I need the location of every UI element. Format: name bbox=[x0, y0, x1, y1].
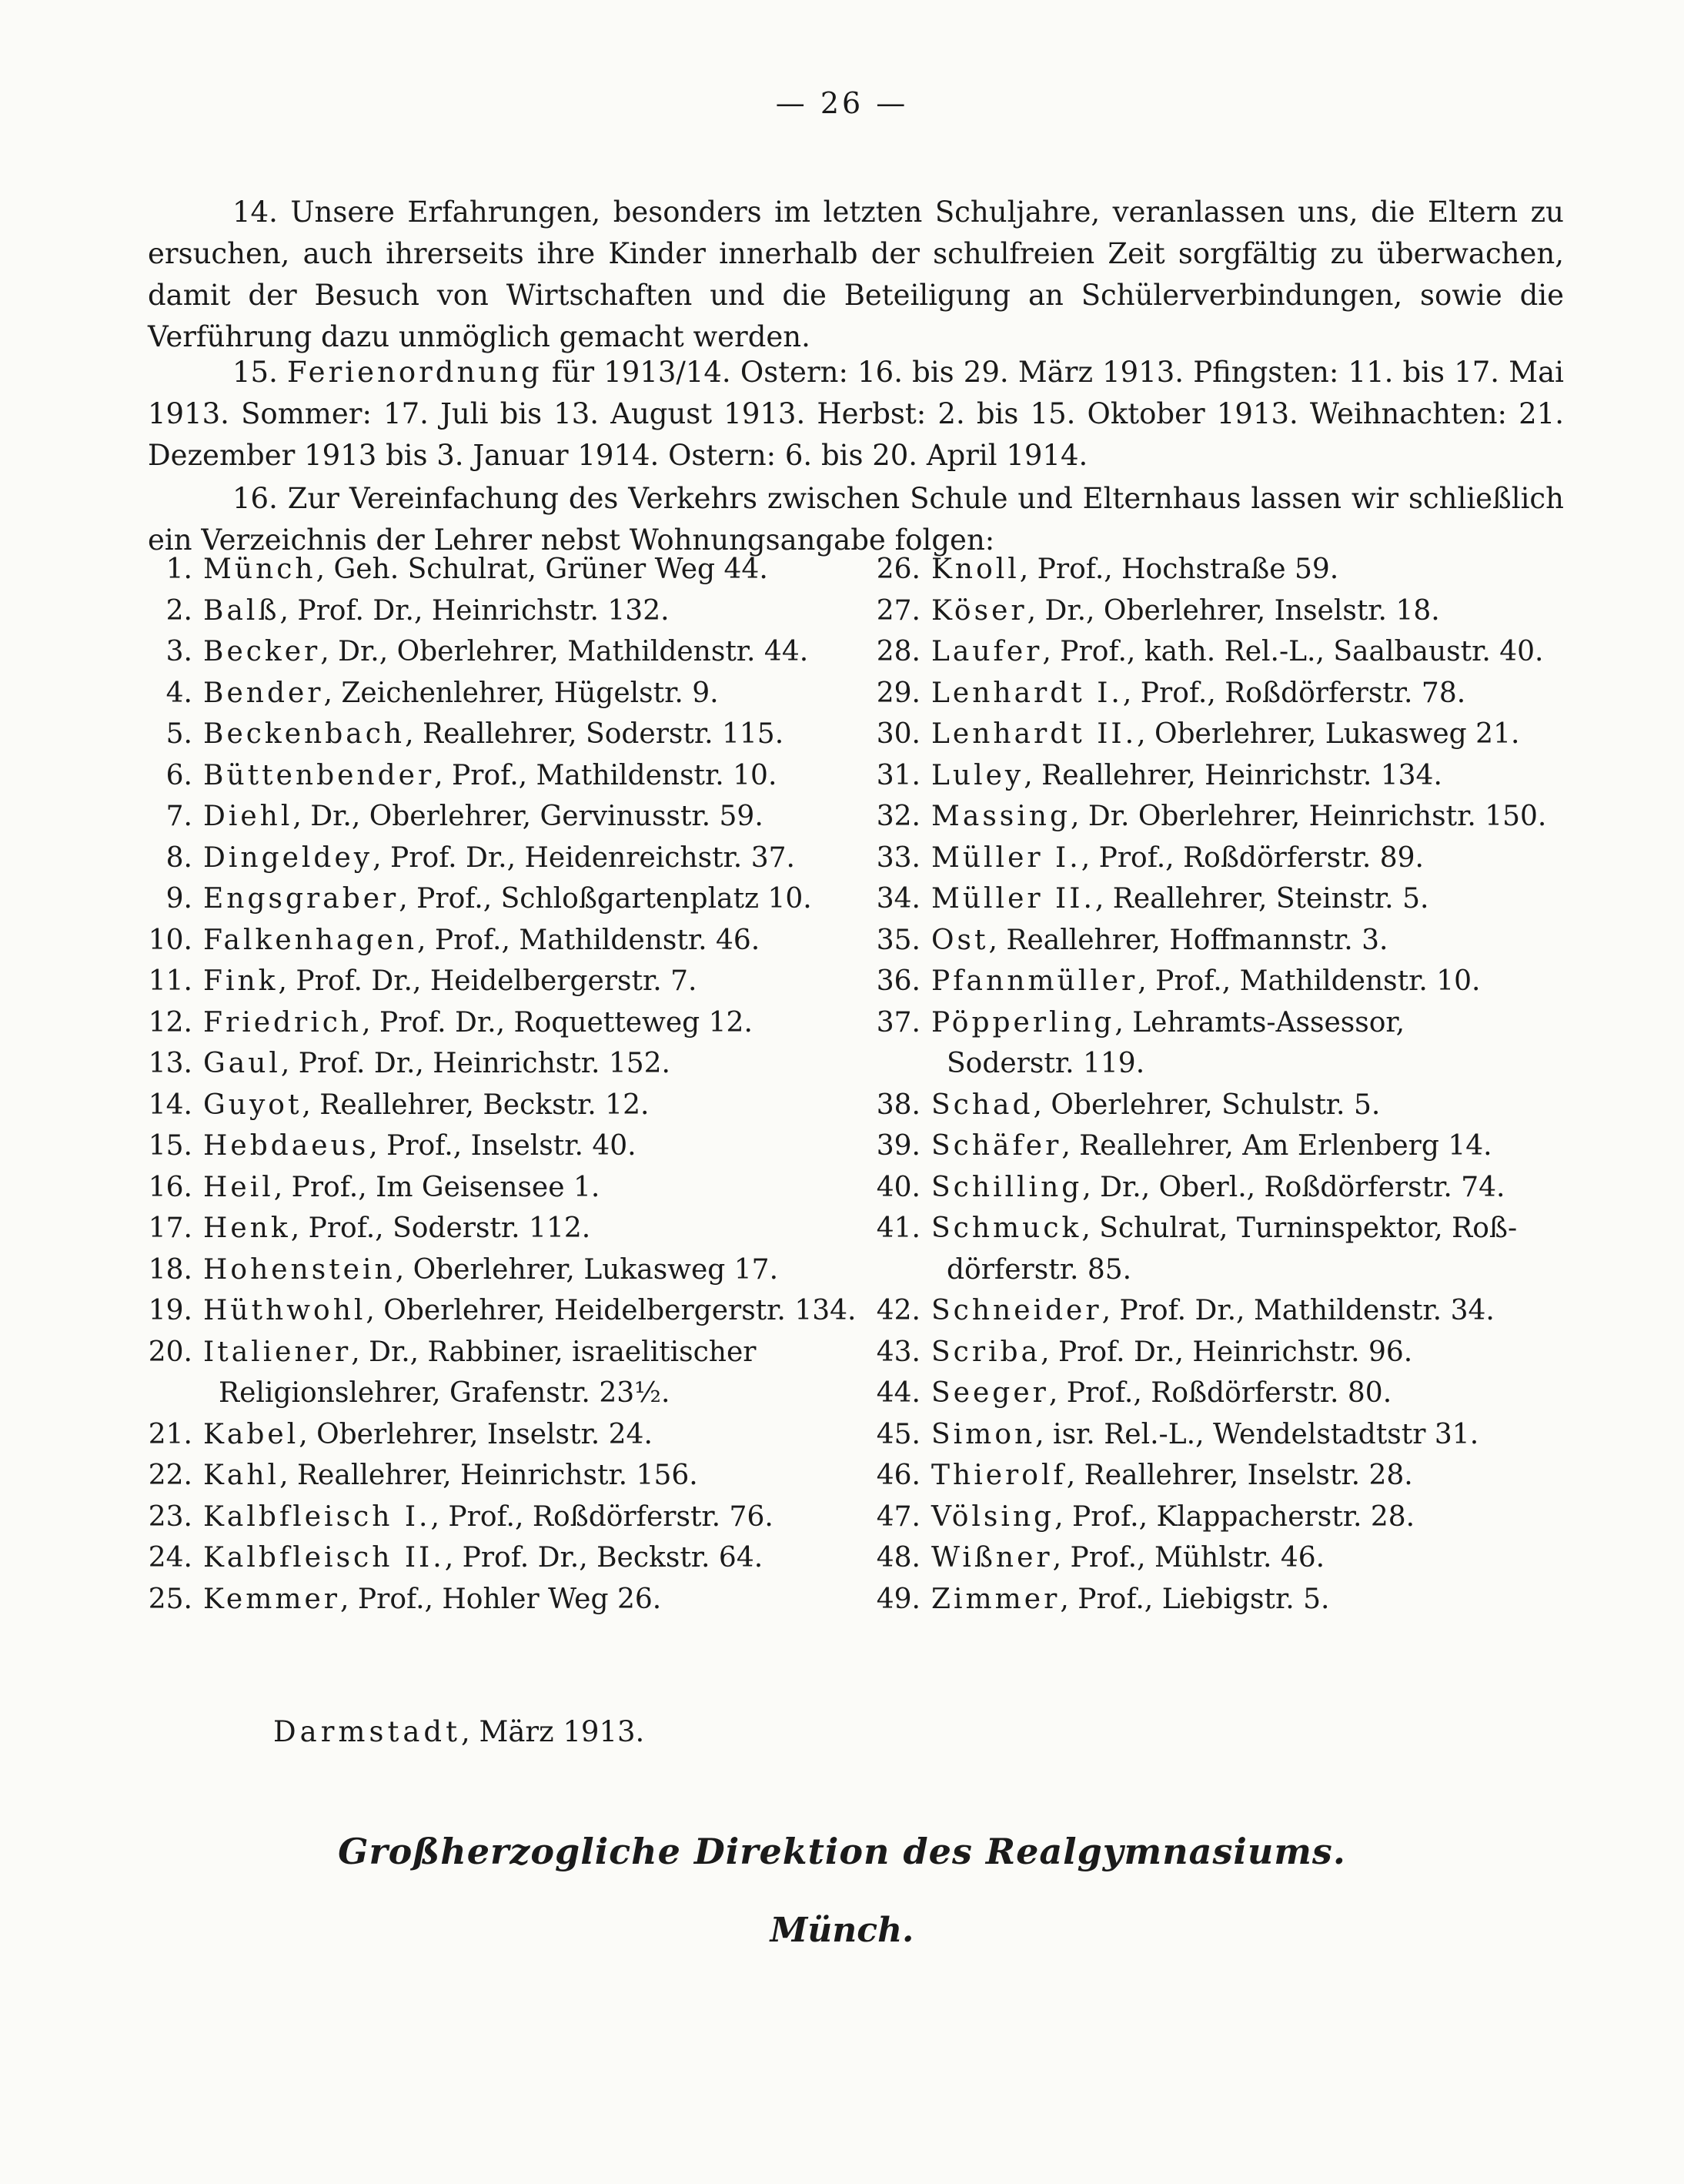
teacher-details-continued: Soderstr. 119. bbox=[947, 1048, 1145, 1079]
teacher-entry bbox=[148, 590, 856, 632]
teacher-entry bbox=[148, 714, 856, 755]
teacher-name: Engsgraber bbox=[203, 883, 399, 915]
teacher-name: Hebdaeus bbox=[203, 1130, 369, 1162]
teacher-name: Falkenhagen bbox=[203, 924, 417, 956]
teacher-name: Laufer bbox=[931, 636, 1043, 667]
entry-number: 18. bbox=[148, 1253, 192, 1286]
entry-number: 40. bbox=[876, 1171, 921, 1203]
entry-number: 49. bbox=[876, 1583, 921, 1615]
teacher-details: , Prof., Mathildenstr. 10. bbox=[1138, 965, 1481, 997]
entry-number: 48. bbox=[876, 1542, 921, 1574]
teacher-name: Massing bbox=[931, 801, 1071, 832]
entry-number: 43. bbox=[876, 1336, 921, 1368]
teacher-name: Kemmer bbox=[203, 1583, 341, 1615]
teacher-entry bbox=[876, 549, 1584, 590]
teacher-details: , Reallehrer, Hoffmannstr. 3. bbox=[988, 924, 1388, 956]
teacher-name: Thierolf bbox=[931, 1460, 1067, 1491]
entry-number: 19. bbox=[148, 1295, 192, 1326]
teacher-entry bbox=[148, 1125, 856, 1167]
entry-number: 25. bbox=[148, 1583, 192, 1615]
teacher-name: Schäfer bbox=[931, 1130, 1062, 1162]
teacher-details: , Reallehrer, Heinrichstr. 134. bbox=[1024, 759, 1442, 791]
teacher-details: , Prof., Mathildenstr. 10. bbox=[434, 759, 777, 791]
teacher-name: Kalbfleisch I. bbox=[203, 1500, 431, 1533]
entry-number: 39. bbox=[876, 1130, 921, 1162]
teacher-entry bbox=[876, 961, 1584, 1002]
teacher-details: , Oberlehrer, Schulstr. 5. bbox=[1033, 1089, 1381, 1121]
teacher-entry bbox=[876, 1373, 1584, 1414]
entry-number: 30. bbox=[876, 718, 921, 750]
entry-number: 10. bbox=[148, 924, 192, 956]
teacher-entry bbox=[148, 1208, 856, 1249]
teacher-details: , Prof. Dr., Mathildenstr. 34. bbox=[1101, 1295, 1495, 1326]
direction-title: Großherzogliche Direktion des Realgymnasiums. bbox=[338, 1831, 1346, 1872]
teacher-name: Kahl bbox=[203, 1460, 280, 1491]
teacher-name: Heil bbox=[203, 1171, 274, 1203]
teacher-details: , Dr., Oberlehrer, Inselstr. 18. bbox=[1027, 594, 1440, 627]
teacher-name: Italiener bbox=[203, 1336, 352, 1368]
teacher-details: , Prof., Im Geisensee 1. bbox=[273, 1171, 600, 1203]
teacher-details: , Prof., Hohler Weg 26. bbox=[340, 1583, 662, 1615]
teacher-name: Schmuck bbox=[931, 1212, 1082, 1244]
entry-number: 27. bbox=[876, 594, 921, 627]
entry-number: 33. bbox=[876, 841, 921, 874]
teacher-details: , Prof., Inselstr. 40. bbox=[369, 1130, 637, 1162]
teacher-details: , Reallehrer, Soderstr. 115. bbox=[405, 718, 784, 750]
teacher-name: Hohenstein bbox=[203, 1253, 396, 1286]
teacher-details: , Prof., Schloßgartenplatz 10. bbox=[399, 883, 812, 915]
entry-number: 4. bbox=[165, 677, 192, 709]
entry-number: 26. bbox=[876, 554, 921, 585]
teacher-details: , Prof., Mathildenstr. 46. bbox=[417, 924, 760, 956]
teacher-details: , Lehramts-Assessor, bbox=[1114, 1006, 1405, 1038]
entry-number: 23. bbox=[148, 1500, 192, 1533]
teacher-entry bbox=[148, 961, 856, 1002]
teacher-entry bbox=[148, 549, 856, 590]
teacher-entry bbox=[876, 714, 1584, 755]
teacher-entry bbox=[148, 1455, 856, 1497]
teacher-details: , Prof., Klappacherstr. 28. bbox=[1054, 1500, 1415, 1533]
teacher-entry bbox=[148, 920, 856, 962]
entry-number: 32. bbox=[876, 801, 921, 832]
entry-number: 15. bbox=[148, 1130, 192, 1162]
teacher-details: , Dr. Oberlehrer, Heinrichstr. 150. bbox=[1071, 801, 1547, 832]
entry-number: 6. bbox=[165, 759, 192, 791]
teacher-name: Wißner bbox=[931, 1542, 1053, 1574]
teacher-details: , Prof. Dr., Heidelbergerstr. 7. bbox=[278, 965, 697, 997]
teacher-details: , Prof., Liebigstr. 5. bbox=[1060, 1583, 1330, 1615]
teacher-entry bbox=[876, 1085, 1584, 1126]
teacher-details: , Prof. Dr., Heinrichstr. 96. bbox=[1041, 1336, 1413, 1368]
teacher-name: Knoll bbox=[931, 554, 1020, 585]
teacher-entry bbox=[148, 796, 856, 838]
entry-number: 28. bbox=[876, 636, 921, 667]
teacher-name: Hüthwohl bbox=[203, 1295, 366, 1326]
teacher-entry bbox=[876, 920, 1584, 962]
teacher-entry bbox=[876, 838, 1584, 879]
teacher-details: , Oberlehrer, Heidelbergerstr. 134. bbox=[366, 1295, 857, 1326]
teacher-entry bbox=[876, 1332, 1584, 1373]
teacher-list-left bbox=[148, 549, 856, 1620]
place: Darmstadt bbox=[273, 1715, 461, 1748]
teacher-details: , Prof. Dr., Heinrichstr. 132. bbox=[279, 594, 670, 627]
teacher-name: Schilling bbox=[931, 1171, 1083, 1203]
teacher-name: Lenhardt I. bbox=[931, 677, 1123, 709]
teacher-name: Seeger bbox=[931, 1377, 1049, 1409]
paragraph-number: 15. bbox=[232, 356, 278, 389]
paragraph-14 bbox=[148, 192, 1564, 358]
teacher-name: Kalbfleisch II. bbox=[203, 1542, 445, 1574]
teacher-name: Büttenbender bbox=[203, 759, 435, 791]
entry-number: 35. bbox=[876, 924, 921, 956]
teacher-details: , Zeichenlehrer, Hügelstr. 9. bbox=[323, 677, 719, 709]
entry-number: 14. bbox=[148, 1089, 192, 1121]
teacher-entry bbox=[148, 1497, 856, 1538]
teacher-name: Müller II. bbox=[931, 883, 1095, 915]
teacher-entry bbox=[876, 1002, 1584, 1085]
teacher-name: Münch bbox=[203, 554, 316, 585]
teacher-entry bbox=[876, 1455, 1584, 1497]
entry-number: 20. bbox=[148, 1336, 192, 1368]
teacher-details: , Prof., kath. Rel.-L., Saalbaustr. 40. bbox=[1042, 636, 1544, 667]
teacher-details: , Reallehrer, Inselstr. 28. bbox=[1066, 1460, 1413, 1491]
teacher-list-right bbox=[876, 549, 1584, 1620]
teacher-name: Bender bbox=[203, 677, 324, 709]
teacher-name: Schad bbox=[931, 1089, 1034, 1121]
teacher-name: Diehl bbox=[203, 801, 293, 832]
teacher-entry bbox=[148, 1332, 856, 1414]
entry-number: 47. bbox=[876, 1500, 921, 1533]
entry-number: 11. bbox=[148, 965, 192, 997]
entry-number: 13. bbox=[148, 1048, 192, 1079]
teacher-details: , Prof., Roßdörferstr. 76. bbox=[430, 1500, 774, 1533]
teacher-entry bbox=[148, 673, 856, 714]
teacher-details: , Prof. Dr., Beckstr. 64. bbox=[444, 1542, 763, 1574]
teacher-details: , Reallehrer, Heinrichstr. 156. bbox=[279, 1460, 698, 1491]
teacher-entry bbox=[148, 1167, 856, 1209]
teacher-name: Pfannmüller bbox=[931, 965, 1138, 997]
entry-number: 37. bbox=[876, 1006, 921, 1038]
teacher-details: , Prof. Dr., Roquetteweg 12. bbox=[362, 1006, 753, 1038]
teacher-entry bbox=[148, 1414, 856, 1456]
teacher-entry bbox=[876, 1167, 1584, 1209]
teacher-details: , Oberlehrer, Lukasweg 17. bbox=[395, 1253, 779, 1286]
paragraph-text: für 1913/14. Ostern: 16. bis 29. März 1913. Pfingsten: 11. bis 17. Mai 1913. Sommer: 17. Juli bis 13. August 1913. Herbst: 2. bis 15. Oktober 1913. Weihnachten: 21. Dezember 1913 bis 3. Januar 1914. Ostern: 6. bis 20. April 1914. bbox=[148, 356, 1565, 472]
paragraph-15 bbox=[148, 352, 1564, 477]
teacher-name: Friedrich bbox=[203, 1006, 363, 1038]
teacher-details: , Oberlehrer, Inselstr. 24. bbox=[299, 1418, 653, 1450]
teacher-details: , Prof., Roßdörferstr. 80. bbox=[1048, 1377, 1392, 1409]
teacher-entry bbox=[876, 1290, 1584, 1332]
teacher-name: Zimmer bbox=[931, 1583, 1061, 1615]
teacher-details: , Prof. Dr., Heinrichstr. 152. bbox=[280, 1048, 670, 1079]
entry-number: 31. bbox=[876, 759, 921, 791]
entry-number: 34. bbox=[876, 883, 921, 915]
teacher-name: Lenhardt II. bbox=[931, 718, 1138, 750]
teacher-entry bbox=[876, 1497, 1584, 1538]
teacher-name: Schneider bbox=[931, 1295, 1102, 1326]
teacher-entry bbox=[876, 1208, 1584, 1290]
teacher-entry bbox=[876, 1125, 1584, 1167]
entry-number: 46. bbox=[876, 1460, 921, 1491]
teacher-name: Scriba bbox=[931, 1336, 1041, 1368]
teacher-name: Beckenbach bbox=[203, 718, 406, 750]
entry-number: 16. bbox=[148, 1171, 192, 1203]
teacher-details: , Dr., Oberl., Roßdörferstr. 74. bbox=[1082, 1171, 1505, 1203]
entry-number: 3. bbox=[165, 636, 192, 667]
page-number: — 26 — bbox=[775, 86, 909, 120]
teacher-entry bbox=[148, 878, 856, 920]
teacher-name: Becker bbox=[203, 636, 321, 667]
teacher-name: Müller I. bbox=[931, 841, 1081, 874]
entry-number: 29. bbox=[876, 677, 921, 709]
entry-number: 5. bbox=[165, 718, 192, 750]
teacher-details: , Prof., Roßdörferstr. 89. bbox=[1081, 841, 1424, 874]
teacher-entry bbox=[148, 1002, 856, 1044]
place-date bbox=[273, 1715, 644, 1748]
teacher-details-continued: dörferstr. 85. bbox=[947, 1253, 1132, 1286]
paragraph-text: Zur Vereinfachung des Verkehrs zwischen Schule und Elternhaus lassen wir schließlich ein Verzeichnis der Lehrer nebst Wohnungsangabe folgen: bbox=[148, 482, 1564, 557]
teacher-entry bbox=[148, 1579, 856, 1620]
teacher-entry bbox=[876, 1537, 1584, 1579]
teacher-entry bbox=[148, 755, 856, 797]
teacher-name: Pöpperling bbox=[931, 1006, 1115, 1038]
teacher-name: Kabel bbox=[203, 1418, 299, 1450]
entry-number: 41. bbox=[876, 1212, 921, 1244]
teacher-details: , Dr., Rabbiner, israelitischer bbox=[351, 1336, 757, 1368]
teacher-entry bbox=[148, 838, 856, 879]
paragraph-number: 16. bbox=[232, 482, 278, 515]
entry-number: 38. bbox=[876, 1089, 921, 1121]
teacher-details: , Prof., Mühlstr. 46. bbox=[1052, 1542, 1325, 1574]
teacher-entry bbox=[148, 1537, 856, 1579]
paragraph-text: Unsere Erfahrungen, besonders im letzten Schuljahre, veranlassen uns, die Eltern zu ersuchen, auch ihrerseits ihre Kinder innerhalb der schulfreien Zeit sorgfältig zu überwachen, damit der Besuch von Wirtschaften und die Beteiligung an Schülerverbindungen, sowie die Verführung dazu unmöglich gemacht werden. bbox=[148, 196, 1564, 353]
teacher-entry bbox=[876, 590, 1584, 632]
entry-number: 45. bbox=[876, 1418, 921, 1450]
teacher-details: , Geh. Schulrat, Grüner Weg 44. bbox=[316, 554, 768, 585]
teacher-details: , Prof., Roßdörferstr. 78. bbox=[1122, 677, 1466, 709]
teacher-entry bbox=[876, 673, 1584, 714]
entry-number: 17. bbox=[148, 1212, 192, 1244]
teacher-name: Ost bbox=[931, 924, 989, 956]
entry-number: 9. bbox=[165, 883, 192, 915]
teacher-entry bbox=[148, 1043, 856, 1085]
teacher-entry bbox=[148, 1085, 856, 1126]
teacher-name: Völsing bbox=[931, 1500, 1055, 1533]
entry-number: 36. bbox=[876, 965, 921, 997]
teacher-details: , Dr., Oberlehrer, Mathildenstr. 44. bbox=[320, 636, 809, 667]
teacher-details: , isr. Rel.-L., Wendelstadtstr 31. bbox=[1035, 1418, 1479, 1450]
signature: Münch. bbox=[770, 1911, 914, 1950]
teacher-name: Guyot bbox=[203, 1089, 302, 1121]
teacher-name: Fink bbox=[203, 965, 279, 997]
date: , März 1913. bbox=[460, 1715, 645, 1748]
teacher-name: Henk bbox=[203, 1212, 291, 1244]
entry-number: 1. bbox=[165, 554, 192, 585]
teacher-entry bbox=[876, 878, 1584, 920]
teacher-name: Köser bbox=[931, 594, 1027, 627]
entry-number: 2. bbox=[165, 594, 192, 627]
entry-number: 22. bbox=[148, 1460, 192, 1491]
paragraph-heading: Ferienordnung bbox=[287, 356, 543, 389]
entry-number: 12. bbox=[148, 1006, 192, 1038]
teacher-entry bbox=[876, 796, 1584, 838]
teacher-entry bbox=[148, 631, 856, 673]
teacher-entry bbox=[876, 631, 1584, 673]
teacher-name: Gaul bbox=[203, 1048, 281, 1079]
teacher-entry bbox=[148, 1249, 856, 1291]
teacher-details-continued: Religionslehrer, Grafenstr. 23½. bbox=[219, 1377, 670, 1409]
teacher-name: Simon bbox=[931, 1418, 1036, 1450]
entry-number: 44. bbox=[876, 1377, 921, 1409]
teacher-details: , Oberlehrer, Lukasweg 21. bbox=[1137, 718, 1520, 750]
teacher-details: , Reallehrer, Beckstr. 12. bbox=[302, 1089, 650, 1121]
entry-number: 24. bbox=[148, 1542, 192, 1574]
teacher-entry bbox=[876, 755, 1584, 797]
teacher-name: Dingeldey bbox=[203, 841, 373, 874]
teacher-details: , Reallehrer, Steinstr. 5. bbox=[1094, 883, 1429, 915]
entry-number: 42. bbox=[876, 1295, 921, 1326]
teacher-details: , Schulrat, Turninspektor, Roß- bbox=[1081, 1212, 1518, 1244]
paragraph-number: 14. bbox=[232, 196, 278, 229]
teacher-details: , Dr., Oberlehrer, Gervinusstr. 59. bbox=[292, 801, 763, 832]
teacher-details: , Prof., Soderstr. 112. bbox=[290, 1212, 591, 1244]
teacher-entry bbox=[876, 1414, 1584, 1456]
teacher-details: , Prof. Dr., Heidenreichstr. 37. bbox=[373, 841, 795, 874]
teacher-name: Luley bbox=[931, 759, 1024, 791]
entry-number: 8. bbox=[165, 841, 192, 874]
teacher-entry bbox=[876, 1579, 1584, 1620]
entry-number: 7. bbox=[165, 801, 192, 832]
teacher-entry bbox=[148, 1290, 856, 1332]
teacher-details: , Reallehrer, Am Erlenberg 14. bbox=[1061, 1130, 1492, 1162]
teacher-name: Balß bbox=[203, 594, 280, 627]
teacher-details: , Prof., Hochstraße 59. bbox=[1019, 554, 1339, 585]
entry-number: 21. bbox=[148, 1418, 192, 1450]
